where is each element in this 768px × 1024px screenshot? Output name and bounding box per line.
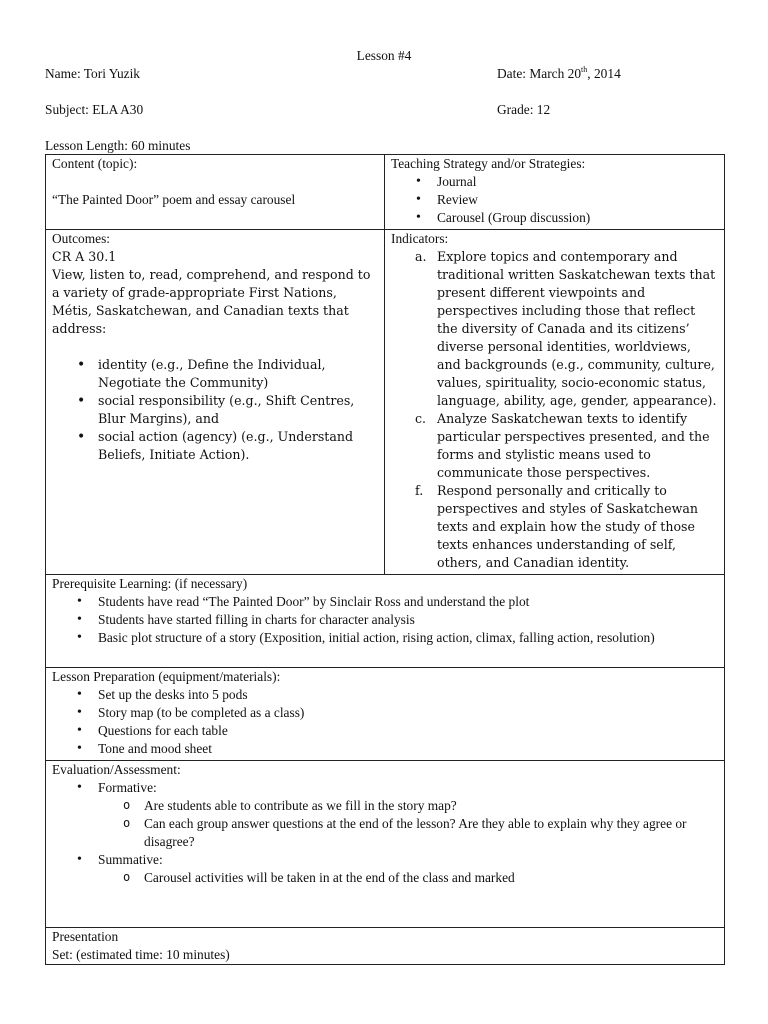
outcomes-list xyxy=(52,356,378,464)
content-topic: “The Painted Door” poem and essay carousel xyxy=(52,192,296,207)
preparation-label: Lesson Preparation (equipment/materials): xyxy=(52,669,281,684)
row-prerequisite xyxy=(46,575,725,668)
list-item: f. Respond personally and critically to perspectives and styles of Saskatchewan texts and explain how the study of those texts enhances understanding of self, others, and Canadian identity. xyxy=(415,483,699,570)
list-item: • Review xyxy=(437,191,718,209)
strategies-list xyxy=(391,173,718,227)
presentation-set: Set: (estimated time: 10 minutes) xyxy=(52,947,230,962)
presentation-cell xyxy=(46,928,725,965)
list-item: • identity (e.g., Define the Individual, Negotiate the Community) xyxy=(98,356,378,392)
row-content-strategy xyxy=(46,155,725,230)
prerequisite-list xyxy=(52,593,718,647)
list-item: • social action (agency) (e.g., Understand Beliefs, Initiate Action). xyxy=(98,428,378,464)
list-item: o Are students able to contribute as we fill in the story map? xyxy=(144,797,718,815)
indicators-cell xyxy=(385,230,725,575)
indicators-list xyxy=(391,248,718,572)
indicators-label: Indicators: xyxy=(391,231,449,246)
outcome-text: View, listen to, read, comprehend, and respond to a variety of grade-appropriate First Nations, Métis, Saskatchewan, and Canadian texts that address: xyxy=(52,267,371,336)
summative-list xyxy=(98,869,718,887)
list-item: • social responsibility (e.g., Shift Centres, Blur Margins), and xyxy=(98,392,378,428)
preparation-list xyxy=(52,686,718,758)
presentation-label: Presentation xyxy=(52,929,119,944)
list-item: • Set up the desks into 5 pods xyxy=(98,686,718,704)
list-item: a. Explore topics and contemporary and traditional written Saskatchewan texts that present different viewpoints and perspectives including those that reflect the diversity of Canada and its citizens’ diverse personal identities, worldviews, and backgrounds (e.g., community, culture, values, spirituality, socio-economic status, language, ability, age, gender, appearance). xyxy=(415,249,717,408)
list-item xyxy=(98,851,718,887)
lesson-number: Lesson #4 xyxy=(356,48,412,63)
outcome-code: CR A 30.1 xyxy=(52,249,117,264)
row-evaluation xyxy=(46,761,725,928)
row-presentation xyxy=(46,928,725,965)
lesson-plan-table xyxy=(45,154,725,965)
list-item: • Tone and mood sheet xyxy=(98,740,718,758)
formative-label: Formative: xyxy=(98,780,157,795)
lesson-date: Date: March 20th, 2014 xyxy=(497,65,621,81)
list-item: • Story map (to be completed as a class) xyxy=(98,704,718,722)
list-item: • Students have started filling in charts for character analysis xyxy=(98,611,718,629)
list-item: • Questions for each table xyxy=(98,722,718,740)
outcomes-cell xyxy=(46,230,385,575)
list-item: c. Analyze Saskatchewan texts to identify particular perspectives presented, and the forms and stylistic means used to communicate those perspectives. xyxy=(415,411,710,480)
outcomes-label: Outcomes: xyxy=(52,231,111,246)
content-label: Content (topic): xyxy=(52,156,138,171)
list-item: • Carousel (Group discussion) xyxy=(437,209,718,227)
evaluation-list xyxy=(52,779,718,887)
prerequisite-cell xyxy=(46,575,725,668)
row-outcomes-indicators xyxy=(46,230,725,575)
list-item: • Basic plot structure of a story (Exposition, initial action, rising action, climax, falling action, resolution) xyxy=(98,629,718,647)
list-item: o Can each group answer questions at the end of the lesson? Are they able to explain why they agree or disagree? xyxy=(144,815,718,851)
evaluation-label: Evaluation/Assessment: xyxy=(52,762,181,777)
grade: Grade: 12 xyxy=(497,102,551,117)
lesson-length: Lesson Length: 60 minutes xyxy=(45,138,191,153)
row-preparation xyxy=(46,668,725,761)
list-item xyxy=(98,779,718,851)
teacher-name: Name: Tori Yuzik xyxy=(45,66,141,81)
preparation-cell xyxy=(46,668,725,761)
list-item: • Students have read “The Painted Door” by Sinclair Ross and understand the plot xyxy=(98,593,718,611)
strategies-label: Teaching Strategy and/or Strategies: xyxy=(391,156,586,171)
subject: Subject: ELA A30 xyxy=(45,102,144,117)
strategies-cell xyxy=(385,155,725,230)
list-item: o Carousel activities will be taken in at the end of the class and marked xyxy=(144,869,718,887)
content-cell xyxy=(46,155,385,230)
list-item: • Journal xyxy=(437,173,718,191)
evaluation-cell xyxy=(46,761,725,928)
summative-label: Summative: xyxy=(98,852,163,867)
prerequisite-label: Prerequisite Learning: (if necessary) xyxy=(52,576,248,591)
formative-list xyxy=(98,797,718,851)
